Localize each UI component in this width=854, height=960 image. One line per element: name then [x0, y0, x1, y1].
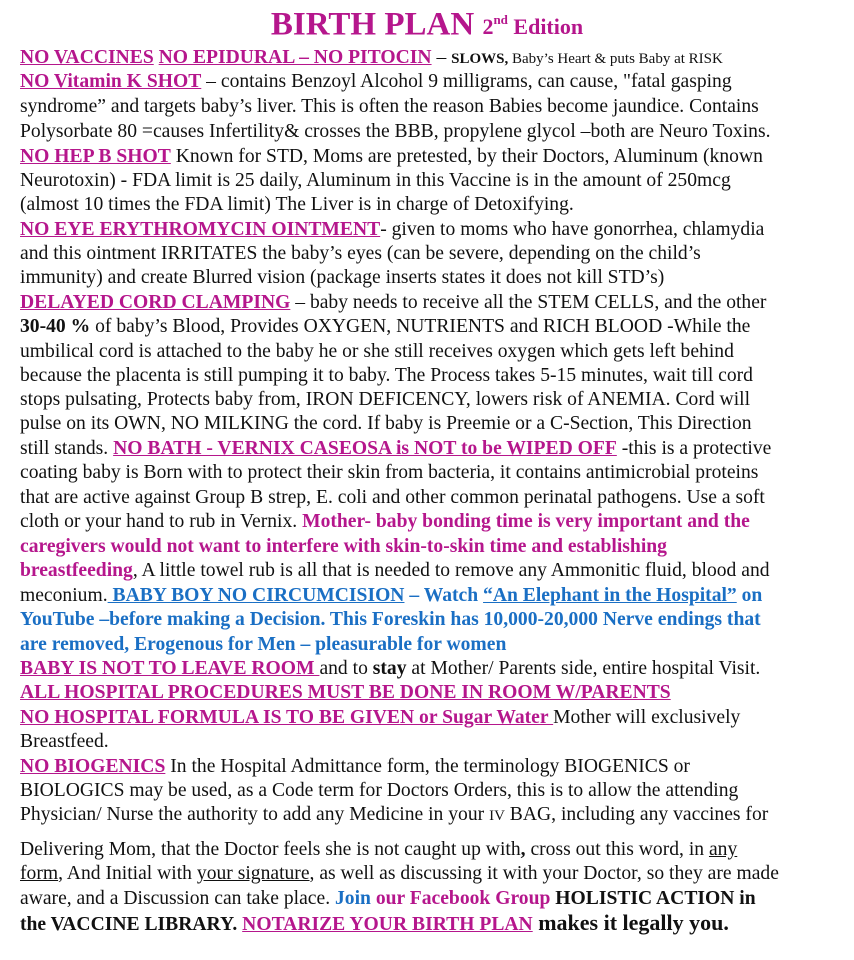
text-line	[20, 364, 753, 388]
heading-segment: ALL HOSPITAL PROCEDURES MUST BE DONE IN ROOM W/PARENTS	[20, 682, 671, 703]
heading-segment: NO BIOGENICS	[20, 756, 166, 777]
text-segment: Neurotoxin) - FDA limit is 25 daily, Aluminum in this Vaccine is in the amount of 250mcg	[20, 170, 731, 191]
text-segment: at Mother/ Parents side, entire hospital Visit.	[406, 658, 761, 679]
text-segment: -this is a protective	[616, 438, 772, 459]
text-segment: In the Hospital Admittance form, the terminology BIOGENICS or	[165, 756, 690, 777]
text-line	[20, 486, 765, 510]
text-segment: – Watch	[404, 585, 484, 606]
text-segment: of baby’s Blood, Provides OXYGEN, NUTRIENTS and RICH BLOOD -While the	[90, 316, 751, 337]
text-line	[20, 315, 750, 339]
text-line	[20, 340, 734, 364]
text-segment: pulse on its OWN, NO MILKING the cord. If baby is Preemie or a C-Section, This Direction	[20, 413, 752, 434]
text-segment: because the placenta is still pumping it to baby. The Process takes 5-15 minutes, wait till cord	[20, 365, 753, 386]
text-segment: umbilical cord is attached to the baby he or she still receives oxygen which gets left behind	[20, 341, 734, 362]
text-segment: breastfeeding	[20, 560, 133, 581]
text-segment: BAG, including any vaccines for	[504, 804, 769, 825]
text-segment: , And Initial with	[58, 863, 197, 884]
text-segment: cross out this word, in	[525, 839, 709, 860]
text-segment: 30-40 %	[20, 316, 91, 337]
text-segment: “An Elephant in the Hospital”	[483, 585, 737, 606]
heading-segment: DELAYED CORD CLAMPING	[20, 292, 291, 313]
text-segment: HOLISTIC ACTION in	[550, 888, 756, 909]
text-line	[20, 70, 732, 94]
text-segment: are removed, Erogenous for Men – pleasurable for women	[20, 634, 507, 655]
text-segment: - given to moms who have gonorrhea, chlamydia	[380, 219, 765, 240]
text-line	[20, 510, 750, 534]
text-line	[20, 730, 109, 754]
text-segment: and to	[319, 658, 373, 679]
text-segment: CIRCUMCISION	[252, 585, 405, 606]
text-line	[20, 887, 756, 911]
text-segment: our Facebook Group	[370, 888, 551, 909]
heading-segment: NO VACCINES	[20, 47, 154, 68]
text-segment: Polysorbate 80 =causes Infertility& crosses the BBB, propylene glycol –both are Neuro Toxins.	[20, 121, 771, 142]
text-segment: Baby’s Heart & puts Baby at RISK	[508, 51, 723, 67]
heading-segment: NO HEP B SHOT	[20, 146, 171, 167]
text-line	[20, 779, 738, 803]
heading-segment: NO HOSPITAL FORMULA IS TO BE GIVEN or Sugar Water	[20, 707, 554, 728]
text-segment: Known for STD, Moms are pretested, by their Doctors, Aluminum (known	[170, 146, 763, 167]
text-segment: coating baby is Born with to protect their skin from bacteria, it contains antimicrobial proteins	[20, 462, 759, 483]
text-segment: stay	[372, 658, 407, 679]
text-line	[20, 388, 750, 412]
text-line	[20, 535, 667, 559]
text-segment: IV	[489, 808, 505, 824]
text-line	[20, 193, 574, 217]
heading-segment: NO EPIDURAL – NO PITOCIN	[158, 47, 432, 68]
text-segment: –	[431, 47, 452, 68]
text-line	[20, 95, 759, 119]
text-segment: and this ointment IRRITATES the baby’s eyes (can be severe, depending on the child’s	[20, 243, 701, 264]
text-segment: any	[708, 839, 738, 860]
title-main: BIRTH PLAN	[270, 6, 475, 43]
text-segment: – contains Benzoyl Alcohol 9 milligrams, can cause, "fatal gasping	[201, 71, 732, 92]
text-line	[20, 266, 664, 290]
text-segment: stops pulsating, Protects baby from, IRON DEFICENCY, lowers risk of ANEMIA. Cord will	[20, 389, 751, 410]
text-segment: meconium.	[20, 585, 108, 606]
text-segment: Join	[335, 888, 371, 909]
heading-segment: BABY IS NOT TO LEAVE ROOM	[20, 658, 320, 679]
heading-segment: NO EYE ERYTHROMYCIN OINTMENT	[20, 219, 381, 240]
text-line	[20, 911, 729, 937]
text-line	[20, 584, 762, 608]
text-segment: Mother will exclusively	[553, 707, 741, 728]
text-line	[20, 608, 761, 632]
text-line	[20, 120, 770, 144]
text-segment: still stands.	[20, 438, 114, 459]
text-segment: – baby needs to receive all the STEM CELLS, and the other	[290, 292, 767, 313]
text-segment: the VACCINE LIBRARY.	[20, 914, 238, 935]
text-segment: that are active against Group B strep, E. coli and other common perinatal pathogens. Use a soft	[20, 487, 765, 508]
text-segment: YouTube –before making a Decision. This Foreskin has 10,000-20,000 Nerve endings that	[20, 609, 761, 630]
page-title	[0, 2, 854, 47]
text-segment: (almost 10 times the FDA limit) The Liver is in charge of Detoxifying.	[20, 194, 574, 215]
text-segment: syndrome” and targets baby’s liver. This is often the reason Babies become jaundice. Contains	[20, 96, 759, 117]
title-edition-word: Edition	[513, 14, 584, 40]
text-segment: Mother- baby bonding time is very important and the	[302, 511, 750, 532]
text-line	[20, 461, 758, 485]
text-segment: Delivering Mom, that the Doctor feels she is not caught up with	[20, 839, 521, 860]
text-segment: Breastfeed.	[20, 731, 109, 752]
text-line	[20, 559, 770, 583]
text-segment: , as well as discussing it with your Doctor, so they are made	[309, 863, 779, 884]
text-line	[20, 291, 766, 315]
text-line	[20, 803, 768, 828]
text-line	[20, 169, 731, 193]
heading-segment: NO Vitamin K SHOT	[20, 71, 202, 92]
text-line	[20, 412, 752, 436]
text-line	[20, 46, 723, 71]
text-segment: cloth or your hand to rub in Vernix.	[20, 511, 303, 532]
text-segment: aware, and a Discussion can take place.	[20, 888, 335, 909]
text-segment: your signature	[196, 863, 310, 884]
title-edition-number: 2	[482, 14, 494, 40]
text-segment: form	[20, 863, 59, 884]
text-line	[20, 755, 690, 779]
text-segment: ,	[520, 839, 526, 860]
text-segment: BIOLOGICS may be used, as a Code term for Doctors Orders, this is to allow the attending	[20, 780, 739, 801]
heading-segment: NOTARIZE YOUR BIRTH PLAN	[242, 914, 533, 935]
text-segment: , A little towel rub is all that is needed to remove any Ammonitic fluid, blood and	[132, 560, 770, 581]
text-segment: makes it legally you.	[532, 910, 729, 935]
text-segment: caregivers would not want to interfere with skin-to-skin time and establishing	[20, 536, 667, 557]
title-edition-suffix: nd	[493, 12, 508, 27]
text-line	[20, 242, 701, 266]
heading-segment: NO BATH - VERNIX CASEOSA is NOT to be WIPED OFF	[113, 438, 617, 459]
text-line	[20, 681, 671, 705]
text-line	[20, 633, 506, 657]
text-line	[20, 218, 764, 242]
text-segment: BABY BOY NO	[107, 585, 253, 606]
text-segment: SLOWS,	[451, 51, 509, 67]
text-segment: on	[736, 585, 763, 606]
text-line	[20, 145, 763, 169]
text-segment: immunity) and create Blurred vision (package inserts states it does not kill STD’s)	[20, 267, 665, 288]
text-line	[20, 657, 760, 681]
text-line	[20, 706, 740, 730]
text-segment: Physician/ Nurse the authority to add any Medicine in your	[20, 804, 490, 825]
text-line	[20, 862, 779, 886]
text-line	[20, 838, 737, 862]
text-line	[20, 437, 771, 461]
